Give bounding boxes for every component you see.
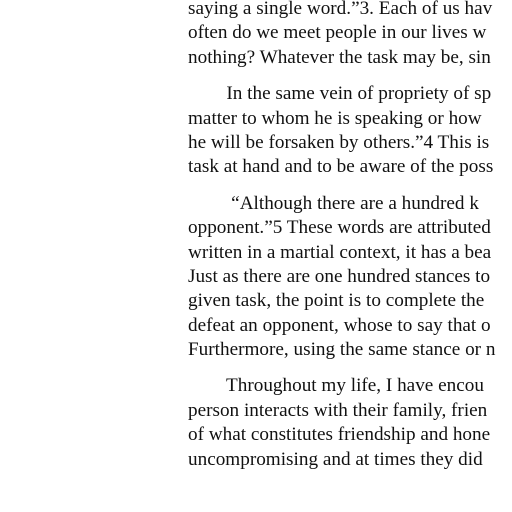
paragraph-line: written in a martial context, it has a bea xyxy=(188,241,492,263)
paragraph-line: Throughout my life, I have encou xyxy=(188,375,484,397)
paragraph-line: Just as there are one hundred stances to xyxy=(188,265,491,287)
paragraph-line: matter to whom he is speaking or how xyxy=(188,107,482,129)
paragraph-line: nothing? Whatever the task may be, sin xyxy=(188,46,491,68)
paragraph-2 xyxy=(188,82,512,180)
paragraph-line: often do we meet people in our lives w xyxy=(188,22,487,44)
paragraph-line: he will be forsaken by others.”4 This is xyxy=(188,131,490,153)
paragraph-line: saying a single word.”3. Each of us hav xyxy=(188,0,493,19)
paragraph-1 xyxy=(188,0,512,70)
paragraph-line: defeat an opponent, whose to say that o xyxy=(188,314,491,336)
paragraph-3 xyxy=(188,192,512,363)
paragraph-line: In the same vein of propriety of sp xyxy=(188,83,492,105)
paragraph-4 xyxy=(188,374,512,472)
document-body xyxy=(188,0,512,472)
paragraph-gap xyxy=(188,180,512,192)
paragraph-line: of what constitutes friendship and hone xyxy=(188,424,491,446)
paragraph-line: “Although there are a hundred k xyxy=(188,192,479,214)
paragraph-line: task at hand and to be aware of the poss xyxy=(188,156,494,178)
paragraph-line: Furthermore, using the same stance or n xyxy=(188,339,496,361)
paragraph-gap xyxy=(188,70,512,82)
paragraph-line: uncompromising and at times they did xyxy=(188,448,483,470)
paragraph-gap xyxy=(188,362,512,374)
paragraph-line: given task, the point is to complete the xyxy=(188,290,485,312)
paragraph-line: person interacts with their family, frien xyxy=(188,399,488,421)
paragraph-line: opponent.”5 These words are attributed xyxy=(188,217,491,239)
